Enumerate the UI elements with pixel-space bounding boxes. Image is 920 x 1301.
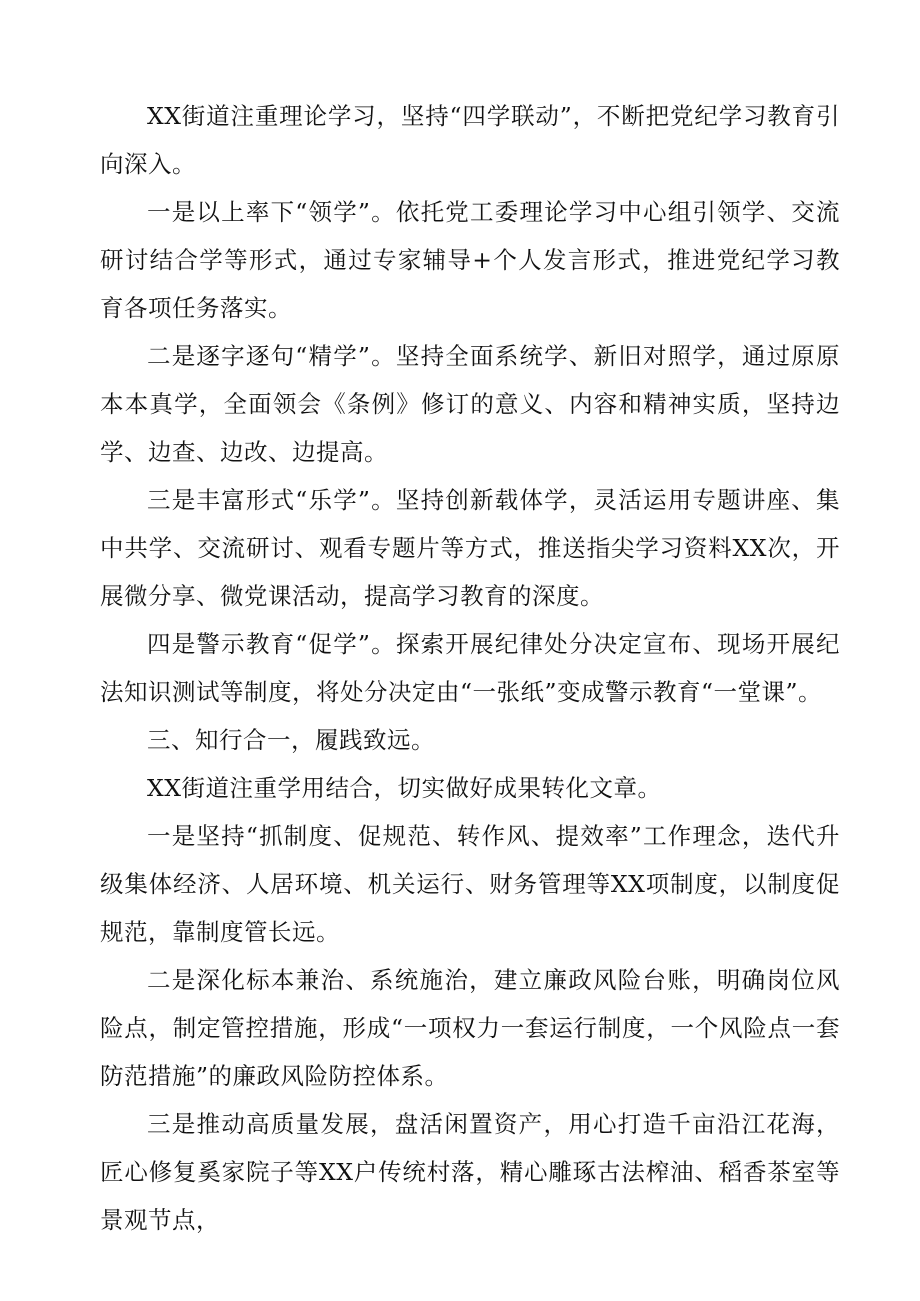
paragraph-lead-study: 一是以上率下“领学”。依托党工委理论学习中心组引领学、交流研讨结合学等形式，通过专家辅导+个人发言形式，推进党纪学习教育各项任务落实。 <box>100 198 840 322</box>
paragraph-development: 三是推动高质量发展，盘活闲置资产，用心打造千亩沿江花海，匠心修复奚家院子等XX户传统村落，精心雕琢古法榨油、稻香茶室等景观节点， <box>100 1110 840 1234</box>
paragraph-theory-study: XX街道注重理论学习，坚持“四学联动”，不断把党纪学习教育引向深入。 <box>100 102 840 178</box>
paragraph-risk-control: 二是深化标本兼治、系统施治，建立廉政风险台账，明确岗位风险点，制定管控措施，形成“一项权力一套运行制度，一个风险点一套防范措施”的廉政风险防控体系。 <box>100 966 840 1090</box>
paragraph-joyful-study: 三是丰富形式“乐学”。坚持创新载体学，灵活运用专题讲座、集中共学、交流研讨、观看专题片等方式，推送指尖学习资料XX次，开展微分享、微党课活动，提高学习教育的深度。 <box>100 486 840 610</box>
paragraph-system-building: 一是坚持“抓制度、促规范、转作风、提效率”工作理念，迭代升级集体经济、人居环境、机关运行、财务管理等XX项制度，以制度促规范，靠制度管长远。 <box>100 822 840 946</box>
paragraph-apply-learning: XX街道注重学用结合，切实做好成果转化文章。 <box>147 774 662 802</box>
document-body <box>100 92 840 1244</box>
paragraph-precise-study: 二是逐字逐句“精学”。坚持全面系统学、新旧对照学，通过原原本本真学，全面领会《条例》修订的意义、内容和精神实质，坚持边学、边查、边改、边提高。 <box>100 342 840 466</box>
section-heading: 三、知行合一，履践致远。 <box>147 726 435 754</box>
paragraph-warning-study: 四是警示教育“促学”。探索开展纪律处分决定宣布、现场开展纪法知识测试等制度，将处分决定由“一张纸”变成警示教育“一堂课”。 <box>100 630 840 706</box>
